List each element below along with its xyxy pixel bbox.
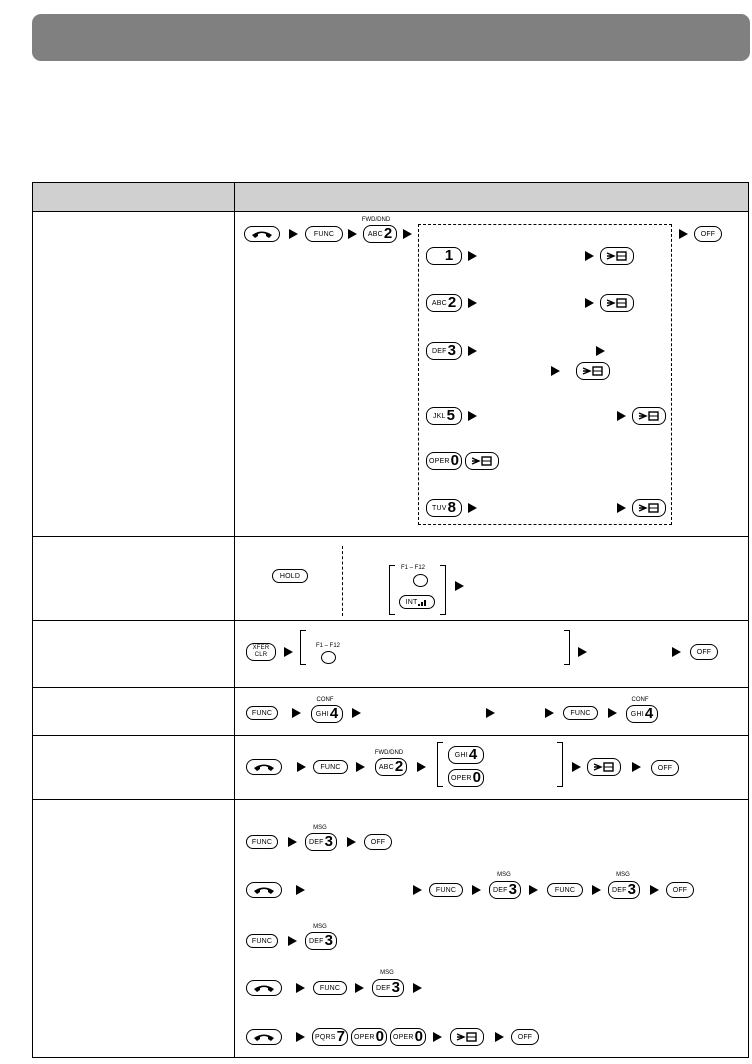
talk-icon <box>253 762 275 772</box>
abc-2-key[interactable] <box>363 225 397 243</box>
arrow-icon <box>289 229 298 239</box>
table-header <box>33 183 748 212</box>
key-label: FUNC <box>570 709 591 717</box>
bracket <box>564 630 570 665</box>
ghi-4-key[interactable] <box>311 705 343 723</box>
talk-icon <box>251 229 273 239</box>
func-key[interactable] <box>547 883 583 897</box>
caption-msg: MSG <box>497 872 511 878</box>
talk-key[interactable] <box>246 882 282 898</box>
key-digit: 4 <box>644 705 654 722</box>
enter-icon <box>470 455 494 467</box>
arrow-icon <box>617 503 626 513</box>
bracket <box>300 630 306 665</box>
key-digit: 4 <box>468 746 478 763</box>
flexible-key[interactable] <box>321 651 336 664</box>
arrow-icon <box>403 229 412 239</box>
row-divider <box>33 620 748 621</box>
signal-icon <box>418 598 428 606</box>
key-label: OFF <box>672 886 688 894</box>
key-digit: 0 <box>450 452 459 469</box>
enter-key[interactable] <box>600 294 634 312</box>
key-label: XFER <box>252 645 270 651</box>
bracket <box>557 742 563 787</box>
bracket <box>440 565 446 615</box>
def-3-key[interactable] <box>305 833 337 851</box>
caption-msg: MSG <box>313 924 327 930</box>
key-label: OPER <box>451 774 472 782</box>
bracket <box>389 565 395 615</box>
key-digit: 1 <box>444 247 454 264</box>
off-key[interactable] <box>690 644 718 660</box>
func-key[interactable] <box>313 981 347 995</box>
key-digit: 0 <box>472 769 481 786</box>
enter-icon <box>637 502 661 514</box>
key-1[interactable] <box>426 247 462 265</box>
enter-icon <box>581 365 605 377</box>
arrow-icon <box>468 251 477 261</box>
off-key[interactable] <box>511 1029 539 1045</box>
arrow-icon <box>417 762 426 772</box>
key-label: PQRS <box>315 1033 336 1041</box>
caption-fwd-dnd: FWD/DND <box>374 750 404 756</box>
xfer-clr-key[interactable] <box>246 643 276 661</box>
key-label: GHI <box>454 751 468 759</box>
int-key[interactable] <box>399 595 435 609</box>
func-key[interactable] <box>563 706 598 720</box>
enter-key[interactable] <box>632 499 666 517</box>
key-digit: 2 <box>447 294 457 311</box>
key-digit: 3 <box>324 833 333 850</box>
key-label: DEF <box>612 886 627 894</box>
off-key[interactable] <box>364 834 392 850</box>
caption-conf: CONF <box>631 697 649 703</box>
key-label: INT <box>405 598 418 606</box>
caption-f-range: F1 – F12 <box>400 565 425 571</box>
key-digit: 3 <box>508 881 517 898</box>
caption-msg: MSG <box>380 970 394 976</box>
caption-conf: CONF <box>316 697 334 703</box>
row-divider <box>33 536 748 537</box>
arrow-icon <box>529 885 538 895</box>
arrow-icon <box>288 837 297 847</box>
ghi-4-key[interactable] <box>626 705 658 723</box>
key-label: OPER <box>393 1033 414 1041</box>
option-group <box>418 224 672 525</box>
oper-0-key[interactable] <box>448 769 484 787</box>
arrow-icon <box>572 762 581 772</box>
key-label: OPER <box>354 1033 375 1041</box>
key-label: FUNC <box>319 984 341 992</box>
tuv-8-key[interactable] <box>426 499 462 517</box>
key-label: OFF <box>657 764 673 772</box>
arrow-icon <box>413 885 422 895</box>
key-digit: 3 <box>324 932 333 949</box>
key-label: GHI <box>630 710 644 718</box>
func-key[interactable] <box>429 883 463 897</box>
key-label: OFF <box>700 230 716 238</box>
arrow-icon <box>352 708 361 718</box>
arrow-icon <box>650 885 659 895</box>
key-digit: 7 <box>336 1028 345 1045</box>
section-banner <box>32 14 750 61</box>
off-key[interactable] <box>694 226 722 242</box>
enter-key[interactable] <box>465 452 499 470</box>
func-key[interactable] <box>246 835 278 849</box>
arrow-icon <box>632 762 641 772</box>
arrow-icon <box>296 1032 305 1042</box>
def-3-key[interactable] <box>489 881 521 899</box>
arrow-icon <box>596 346 605 356</box>
talk-key[interactable] <box>244 226 280 242</box>
arrow-icon <box>355 983 364 993</box>
flexible-key[interactable] <box>413 574 428 587</box>
arrow-icon <box>468 503 477 513</box>
key-digit: 3 <box>627 881 636 898</box>
enter-icon <box>592 761 616 773</box>
arrow-icon <box>292 708 301 718</box>
key-digit: 5 <box>446 407 455 424</box>
key-digit: 8 <box>447 499 456 516</box>
key-label: OPER <box>429 457 450 465</box>
arrow-icon <box>585 251 594 261</box>
ghi-4-key[interactable] <box>448 746 484 764</box>
key-label: DEF <box>309 937 324 945</box>
def-3-key[interactable] <box>305 932 337 950</box>
arrow-icon <box>347 837 356 847</box>
abc-2-key[interactable] <box>375 758 407 776</box>
key-label: FUNC <box>435 886 457 894</box>
caption-fwd-dnd: FWD/DND <box>361 217 391 223</box>
oper-0-key[interactable] <box>426 452 462 470</box>
oper-0-key[interactable] <box>351 1028 387 1046</box>
row-divider <box>33 735 748 736</box>
key-label: ABC <box>431 299 447 307</box>
talk-icon <box>253 1032 275 1042</box>
enter-key[interactable] <box>587 758 621 776</box>
arrow-icon <box>617 411 626 421</box>
arrow-icon <box>472 885 481 895</box>
key-digit: 2 <box>383 225 393 242</box>
arrow-icon <box>495 1032 504 1042</box>
enter-key[interactable] <box>576 362 610 380</box>
key-label: FUNC <box>251 937 273 945</box>
arrow-icon <box>348 229 357 239</box>
arrow-icon <box>296 983 305 993</box>
arrow-icon <box>433 1032 442 1042</box>
divider <box>342 546 343 616</box>
key-label: DEF <box>432 347 447 355</box>
arrow-icon <box>284 647 293 657</box>
key-label: OFF <box>517 1033 533 1041</box>
off-key[interactable] <box>651 760 679 776</box>
key-digit: 3 <box>447 342 456 359</box>
row-divider <box>33 799 748 800</box>
key-digit: 0 <box>414 1028 423 1045</box>
key-label: DEF <box>309 838 324 846</box>
def-3-key[interactable] <box>426 342 462 360</box>
arrow-icon <box>608 708 617 718</box>
arrow-icon <box>578 647 587 657</box>
key-label: DEF <box>493 886 508 894</box>
enter-icon <box>605 297 629 309</box>
arrow-icon <box>468 298 477 308</box>
pqrs-7-key[interactable] <box>312 1028 348 1046</box>
key-label: FUNC <box>313 230 335 238</box>
key-label: JKL <box>432 412 446 420</box>
key-digit: 3 <box>391 979 400 996</box>
key-label: ABC <box>367 230 383 238</box>
func-key[interactable] <box>246 706 278 720</box>
talk-icon <box>253 885 275 895</box>
arrow-icon <box>468 411 477 421</box>
arrow-icon <box>468 346 477 356</box>
oper-0-key[interactable] <box>390 1028 426 1046</box>
key-label: CLR <box>254 652 268 658</box>
arrow-icon <box>297 762 306 772</box>
key-label: FUNC <box>320 763 341 771</box>
arrow-icon <box>551 366 560 376</box>
off-key[interactable] <box>666 882 694 898</box>
arrow-icon <box>413 983 422 993</box>
caption-msg: MSG <box>616 872 630 878</box>
enter-icon <box>455 1031 479 1043</box>
enter-key[interactable] <box>632 407 666 425</box>
arrow-icon <box>486 708 495 718</box>
arrow-icon <box>296 885 305 895</box>
key-label: TUV <box>432 504 447 512</box>
key-label: DEF <box>376 984 391 992</box>
key-digit: 0 <box>375 1028 384 1045</box>
talk-icon <box>253 983 275 993</box>
talk-key[interactable] <box>246 759 282 775</box>
func-key[interactable] <box>246 934 278 948</box>
arrow-icon <box>545 708 554 718</box>
arrow-icon <box>585 298 594 308</box>
func-key[interactable] <box>313 760 348 774</box>
caption-f-range: F1 – F12 <box>315 643 340 649</box>
hold-key[interactable] <box>272 569 308 583</box>
key-label: FUNC <box>251 838 273 846</box>
enter-icon <box>605 250 629 262</box>
key-label: OFF <box>696 648 712 656</box>
bracket <box>437 742 443 787</box>
key-label: OFF <box>370 838 386 846</box>
row-divider <box>33 687 748 688</box>
jkl-5-key[interactable] <box>426 407 462 425</box>
key-label: FUNC <box>251 709 273 717</box>
arrow-icon <box>679 229 688 239</box>
def-3-key[interactable] <box>608 881 640 899</box>
arrow-icon <box>356 762 365 772</box>
arrow-icon <box>592 885 601 895</box>
arrow-icon <box>672 647 681 657</box>
talk-key[interactable] <box>246 980 282 996</box>
enter-icon <box>637 410 661 422</box>
key-label: HOLD <box>279 572 301 580</box>
key-label: GHI <box>315 710 329 718</box>
key-digit: 4 <box>329 705 339 722</box>
caption-msg: MSG <box>313 825 327 831</box>
enter-key[interactable] <box>600 247 634 265</box>
key-digit: 2 <box>394 758 404 775</box>
key-label: FUNC <box>554 886 576 894</box>
enter-key[interactable] <box>450 1028 484 1046</box>
key-label: ABC <box>378 763 394 771</box>
abc-2-key[interactable] <box>426 294 462 312</box>
arrow-icon <box>455 581 464 591</box>
talk-key[interactable] <box>246 1029 282 1045</box>
func-key[interactable] <box>305 226 343 242</box>
arrow-icon <box>288 936 297 946</box>
def-3-key[interactable] <box>372 979 404 997</box>
